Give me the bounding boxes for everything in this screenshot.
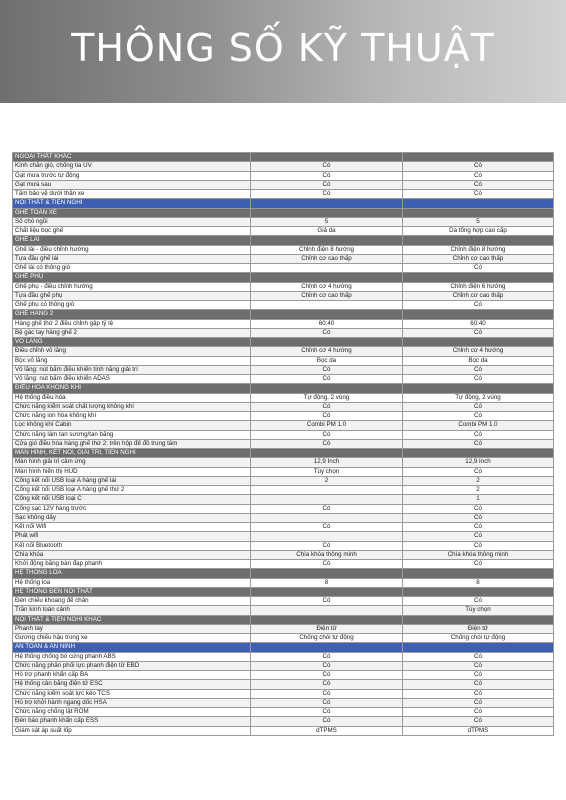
spec-value-variant-1: Có (251, 439, 403, 448)
spec-label: Tựa đầu ghế lái (13, 254, 251, 263)
spec-value-variant-1 (251, 513, 403, 522)
spec-value-variant-2: Có (403, 301, 554, 310)
spec-row (13, 245, 554, 254)
spec-value-variant-2: 12,9 Inch (403, 458, 554, 467)
spec-value-variant-1: Có (251, 541, 403, 550)
spec-value-variant-2: Có (403, 560, 554, 569)
section-header-cell (403, 310, 554, 319)
section-header-cell (251, 587, 403, 596)
spec-label: Gạt mưa sau (13, 180, 251, 189)
spec-value-variant-2: Có (403, 717, 554, 726)
spec-row (13, 190, 554, 199)
section-header-cell (403, 273, 554, 282)
spec-label: Màn hình hiển thị HUD (13, 467, 251, 476)
section-header-label: GHẾ LÁI (13, 236, 251, 245)
spec-row (13, 550, 554, 559)
spec-row (13, 486, 554, 495)
spec-value-variant-1: Có (251, 375, 403, 384)
spec-label: Hỗ trợ phanh khẩn cấp BA (13, 671, 251, 680)
spec-row (13, 171, 554, 180)
spec-label: Cổng kết nối USB loại A hàng ghế thứ 2 (13, 486, 251, 495)
spec-value-variant-1: Giả da (251, 227, 403, 236)
spec-label: Phát wifi (13, 532, 251, 541)
spec-table-body (13, 153, 554, 736)
spec-value-variant-1: Có (251, 708, 403, 717)
spec-row (13, 365, 554, 374)
spec-value-variant-2: Có (403, 190, 554, 199)
section-header-label: HỆ THỐNG LOA (13, 569, 251, 578)
spec-value-variant-1: Có (251, 328, 403, 337)
spec-label: Bọc vô lăng (13, 356, 251, 365)
spec-value-variant-1: Có (251, 560, 403, 569)
spec-label: Bệ gác tay hàng ghế 2 (13, 328, 251, 337)
spec-label: Ghế lái - điều chỉnh hướng (13, 245, 251, 254)
spec-label: Chất liệu bọc ghế (13, 227, 251, 236)
spec-label: Hệ thống điều hòa (13, 393, 251, 402)
section-header-label: NỘI THẤT & TIỆN NGHI (13, 199, 251, 208)
spec-label: Trần kính toàn cảnh (13, 606, 251, 615)
section-header-row (13, 236, 554, 245)
spec-value-variant-1 (251, 532, 403, 541)
spec-value-variant-1: Có (251, 402, 403, 411)
section-header-cell (403, 643, 554, 652)
spec-value-variant-2: Chỉnh cơ 4 hướng (403, 347, 554, 356)
spec-value-variant-1: Có (251, 698, 403, 707)
spec-value-variant-1: Chỉnh cơ 4 hướng (251, 282, 403, 291)
spec-value-variant-1: Có (251, 671, 403, 680)
spec-row (13, 421, 554, 430)
spec-row (13, 689, 554, 698)
section-header-cell (251, 338, 403, 347)
spec-value-variant-1: Có (251, 680, 403, 689)
spec-label: Màn hình giải trí cảm ứng (13, 458, 251, 467)
spec-row (13, 467, 554, 476)
spec-row (13, 523, 554, 532)
section-header-cell (251, 208, 403, 217)
section-header-row (13, 384, 554, 393)
spec-row (13, 347, 554, 356)
spec-value-variant-1: 2 (251, 476, 403, 485)
spec-value-variant-2: Chống chói tự động (403, 634, 554, 643)
spec-value-variant-2: Bọc da (403, 356, 554, 365)
spec-value-variant-2: Có (403, 504, 554, 513)
spec-value-variant-1: Có (251, 430, 403, 439)
spec-value-variant-2: Có (403, 597, 554, 606)
spec-label: Tấm bảo vệ dưới thân xe (13, 190, 251, 199)
spec-row (13, 541, 554, 550)
spec-label: Lọc không khí Cabin (13, 421, 251, 430)
spec-row (13, 597, 554, 606)
spec-row (13, 412, 554, 421)
spec-row (13, 217, 554, 226)
spec-row (13, 578, 554, 587)
spec-value-variant-2: Có (403, 402, 554, 411)
spec-value-variant-1: 60:40 (251, 319, 403, 328)
spec-value-variant-2: Chỉnh cơ cao thấp (403, 254, 554, 263)
section-header-cell (251, 273, 403, 282)
spec-label: Vô lăng: nút bấm điều khiển tính năng giải trí (13, 365, 251, 374)
section-header-cell (403, 587, 554, 596)
spec-value-variant-2: Chỉnh cơ cao thấp (403, 291, 554, 300)
spec-value-variant-1: 8 (251, 578, 403, 587)
section-header-cell (251, 449, 403, 458)
spec-label: Chức năng làm tan sương/tan băng (13, 430, 251, 439)
spec-row (13, 402, 554, 411)
spec-label: Hệ thống loa (13, 578, 251, 587)
spec-value-variant-2: Có (403, 671, 554, 680)
spec-value-variant-2: Tự động, 2 vùng (403, 393, 554, 402)
spec-label: Vô lăng: nút bấm điều khiển ADAS (13, 375, 251, 384)
spec-label: Hệ thống chống bó cứng phanh ABS (13, 652, 251, 661)
section-header-cell (251, 199, 403, 208)
spec-value-variant-2: Có (403, 375, 554, 384)
spec-row (13, 671, 554, 680)
spec-label: Chức năng kiểm soát chất lượng không khí (13, 402, 251, 411)
spec-value-variant-2: Combi PM 1.0 (403, 421, 554, 430)
section-header-cell (403, 153, 554, 162)
section-header-cell (403, 569, 554, 578)
spec-row (13, 393, 554, 402)
spec-row (13, 504, 554, 513)
section-header-cell (251, 153, 403, 162)
section-header-label: GHẾ HÀNG 2 (13, 310, 251, 319)
spec-value-variant-2: Có (403, 661, 554, 670)
spec-value-variant-1: Có (251, 162, 403, 171)
spec-value-variant-1: Chìa khóa thông minh (251, 550, 403, 559)
spec-value-variant-2: Có (403, 412, 554, 421)
spec-value-variant-1 (251, 495, 403, 504)
section-header-row (13, 449, 554, 458)
spec-value-variant-1: Chỉnh cơ cao thấp (251, 291, 403, 300)
spec-label: Cổng kết nối USB loại C (13, 495, 251, 504)
spec-value-variant-2: Có (403, 523, 554, 532)
spec-value-variant-1: Combi PM 1.0 (251, 421, 403, 430)
spec-value-variant-1: Có (251, 597, 403, 606)
spec-label: Ghế phụ - điều chỉnh hướng (13, 282, 251, 291)
spec-value-variant-1: Chống chói tự động (251, 634, 403, 643)
section-header-cell (251, 310, 403, 319)
spec-value-variant-2: Có (403, 532, 554, 541)
spec-value-variant-1: Có (251, 412, 403, 421)
spec-row (13, 227, 554, 236)
spec-value-variant-2: Có (403, 328, 554, 337)
spec-label: Hàng ghế thứ 2 điều chỉnh gập tỷ lệ (13, 319, 251, 328)
spec-label: Ghế phụ có thông gió (13, 301, 251, 310)
section-header-label: VÔ LĂNG (13, 338, 251, 347)
spec-row (13, 328, 554, 337)
spec-value-variant-2: Chìa khóa thông minh (403, 550, 554, 559)
spec-value-variant-2: Có (403, 439, 554, 448)
spec-row (13, 726, 554, 735)
spec-row (13, 560, 554, 569)
spec-row (13, 698, 554, 707)
section-header-cell (251, 384, 403, 393)
section-header-row (13, 587, 554, 596)
spec-value-variant-2: Có (403, 162, 554, 171)
spec-value-variant-2: Có (403, 698, 554, 707)
section-header-label: HỆ THỐNG ĐÈN NỘI THẤT (13, 587, 251, 596)
spec-row (13, 356, 554, 365)
spec-row (13, 717, 554, 726)
spec-row (13, 264, 554, 273)
spec-value-variant-1 (251, 486, 403, 495)
spec-label: Cổng sạc 12V hàng trước (13, 504, 251, 513)
spec-row (13, 430, 554, 439)
section-header-cell (251, 615, 403, 624)
spec-row (13, 458, 554, 467)
spec-label: Khởi động bằng bàn đạp phanh (13, 560, 251, 569)
spec-value-variant-2: Có (403, 430, 554, 439)
spec-value-variant-2: dTPMS (403, 726, 554, 735)
spec-label: Hệ thống cân bằng điện tử ESC (13, 680, 251, 689)
header-banner (0, 0, 566, 103)
section-header-cell (403, 449, 554, 458)
spec-label: Kết nối Wifi (13, 523, 251, 532)
section-header-cell (251, 569, 403, 578)
spec-table (12, 152, 554, 736)
section-header-row (13, 569, 554, 578)
spec-value-variant-2: Có (403, 689, 554, 698)
section-header-label: GHẾ PHỤ (13, 273, 251, 282)
spec-value-variant-2: 60:40 (403, 319, 554, 328)
section-header-cell (403, 236, 554, 245)
spec-label: Giám sát áp suất lốp (13, 726, 251, 735)
spec-value-variant-2: Chỉnh điện 8 hướng (403, 245, 554, 254)
spec-value-variant-2: 1 (403, 495, 554, 504)
spec-value-variant-1: Bọc da (251, 356, 403, 365)
spec-value-variant-1: Có (251, 180, 403, 189)
spec-value-variant-1: Chỉnh cơ 4 hướng (251, 347, 403, 356)
spec-label: Số chỗ ngồi (13, 217, 251, 226)
spec-label: Chức năng ion hóa không khí (13, 412, 251, 421)
spec-value-variant-2: 5 (403, 217, 554, 226)
section-header-row (13, 338, 554, 347)
spec-value-variant-2: Tùy chọn (403, 606, 554, 615)
spec-label: Hỗ trợ khởi hành ngang dốc HSA (13, 698, 251, 707)
category-header-row (13, 643, 554, 652)
section-header-row (13, 310, 554, 319)
spec-label: Đèn chiếu khoang để chân (13, 597, 251, 606)
section-header-cell (403, 615, 554, 624)
section-header-cell (403, 208, 554, 217)
spec-row (13, 319, 554, 328)
section-header-label: MÀN HÌNH, KẾT NỐI, GIẢI TRÍ, TIỆN NGHI (13, 449, 251, 458)
spec-value-variant-1: Có (251, 652, 403, 661)
spec-value-variant-2: 2 (403, 486, 554, 495)
spec-value-variant-1: 12,9 Inch (251, 458, 403, 467)
spec-value-variant-2: Chỉnh điện 6 hướng (403, 282, 554, 291)
spec-value-variant-1: Có (251, 523, 403, 532)
spec-row (13, 652, 554, 661)
section-header-row (13, 273, 554, 282)
spec-value-variant-2: Có (403, 513, 554, 522)
spec-row (13, 634, 554, 643)
spec-value-variant-1: Chỉnh cơ cao thấp (251, 254, 403, 263)
section-header-cell (251, 643, 403, 652)
spec-row (13, 532, 554, 541)
spec-label: Tựa đầu ghế phụ (13, 291, 251, 300)
spec-value-variant-1: Có (251, 365, 403, 374)
section-header-cell (403, 338, 554, 347)
spec-label: Kính chắn gió, chống tia UV (13, 162, 251, 171)
spec-value-variant-1: Có (251, 171, 403, 180)
spec-value-variant-1 (251, 264, 403, 273)
spec-row (13, 439, 554, 448)
section-header-label: AN TOÀN & AN NINH (13, 643, 251, 652)
spec-label: Kết nối Bluetooth (13, 541, 251, 550)
spec-value-variant-2: Có (403, 652, 554, 661)
spec-row (13, 282, 554, 291)
spec-label: Chức năng chống lật ROM (13, 708, 251, 717)
spec-value-variant-1: Có (251, 717, 403, 726)
spec-value-variant-2: Da tổng hợp cao cấp (403, 227, 554, 236)
spec-value-variant-2: Có (403, 708, 554, 717)
spec-value-variant-1: Chỉnh điện 8 hướng (251, 245, 403, 254)
spec-value-variant-1: Điện tử (251, 624, 403, 633)
spec-value-variant-1 (251, 606, 403, 615)
spec-row (13, 513, 554, 522)
section-header-row (13, 153, 554, 162)
spec-label: Gạt mưa trước tự động (13, 171, 251, 180)
spec-label: Cổng kết nối USB loại A hàng ghế lái (13, 476, 251, 485)
spec-value-variant-1: Tự động, 2 vùng (251, 393, 403, 402)
spec-value-variant-1: Có (251, 190, 403, 199)
spec-label: Đèn báo phanh khẩn cấp ESS (13, 717, 251, 726)
spec-row (13, 680, 554, 689)
section-header-label: ĐIỀU HÒA KHÔNG KHÍ (13, 384, 251, 393)
section-header-label: NỘI THẤT & TIỆN NGHI KHÁC (13, 615, 251, 624)
spec-row (13, 476, 554, 485)
spec-label: Chức năng kiểm soát lực kéo TCS (13, 689, 251, 698)
spec-row (13, 375, 554, 384)
spec-label: Điều chỉnh vô lăng (13, 347, 251, 356)
spec-value-variant-2: Có (403, 541, 554, 550)
section-header-row (13, 208, 554, 217)
spec-row (13, 291, 554, 300)
spec-row (13, 254, 554, 263)
spec-value-variant-2: Điện tử (403, 624, 554, 633)
section-header-row (13, 615, 554, 624)
spec-value-variant-2: Có (403, 680, 554, 689)
spec-value-variant-2: Có (403, 365, 554, 374)
spec-row (13, 624, 554, 633)
spec-label: Chìa khóa (13, 550, 251, 559)
spec-value-variant-1: Có (251, 661, 403, 670)
section-header-label: NGOẠI THẤT KHÁC (13, 153, 251, 162)
spec-row (13, 301, 554, 310)
spec-label: Phanh tay (13, 624, 251, 633)
spec-label: Cửa gió điều hòa hàng ghế thứ 2: trên hộp để đồ trung tâm (13, 439, 251, 448)
spec-label: Chức năng phân phối lực phanh điện tử EBD (13, 661, 251, 670)
spec-value-variant-2: 8 (403, 578, 554, 587)
spec-label: Sạc không dây (13, 513, 251, 522)
spec-value-variant-2: 2 (403, 476, 554, 485)
spec-value-variant-1: Tùy chọn (251, 467, 403, 476)
section-header-cell (403, 199, 554, 208)
spec-label: Gương chiếu hậu trong xe (13, 634, 251, 643)
spec-value-variant-2: Có (403, 171, 554, 180)
spec-value-variant-1: Có (251, 504, 403, 513)
section-header-label: GHẾ TOÀN XE (13, 208, 251, 217)
page-title: THÔNG SỐ KỸ THUẬT (71, 26, 495, 70)
spec-value-variant-1 (251, 301, 403, 310)
spec-row (13, 495, 554, 504)
spec-row (13, 708, 554, 717)
spec-value-variant-2: Có (403, 180, 554, 189)
spec-row (13, 606, 554, 615)
section-header-cell (251, 236, 403, 245)
spec-row (13, 180, 554, 189)
spec-label: Ghế lái có thông gió (13, 264, 251, 273)
spec-value-variant-1: 5 (251, 217, 403, 226)
spec-value-variant-2: Có (403, 264, 554, 273)
spec-value-variant-1: dTPMS (251, 726, 403, 735)
spec-value-variant-2: Có (403, 467, 554, 476)
section-header-cell (403, 384, 554, 393)
spec-row (13, 661, 554, 670)
spec-value-variant-1: Có (251, 689, 403, 698)
category-header-row (13, 199, 554, 208)
spec-row (13, 162, 554, 171)
